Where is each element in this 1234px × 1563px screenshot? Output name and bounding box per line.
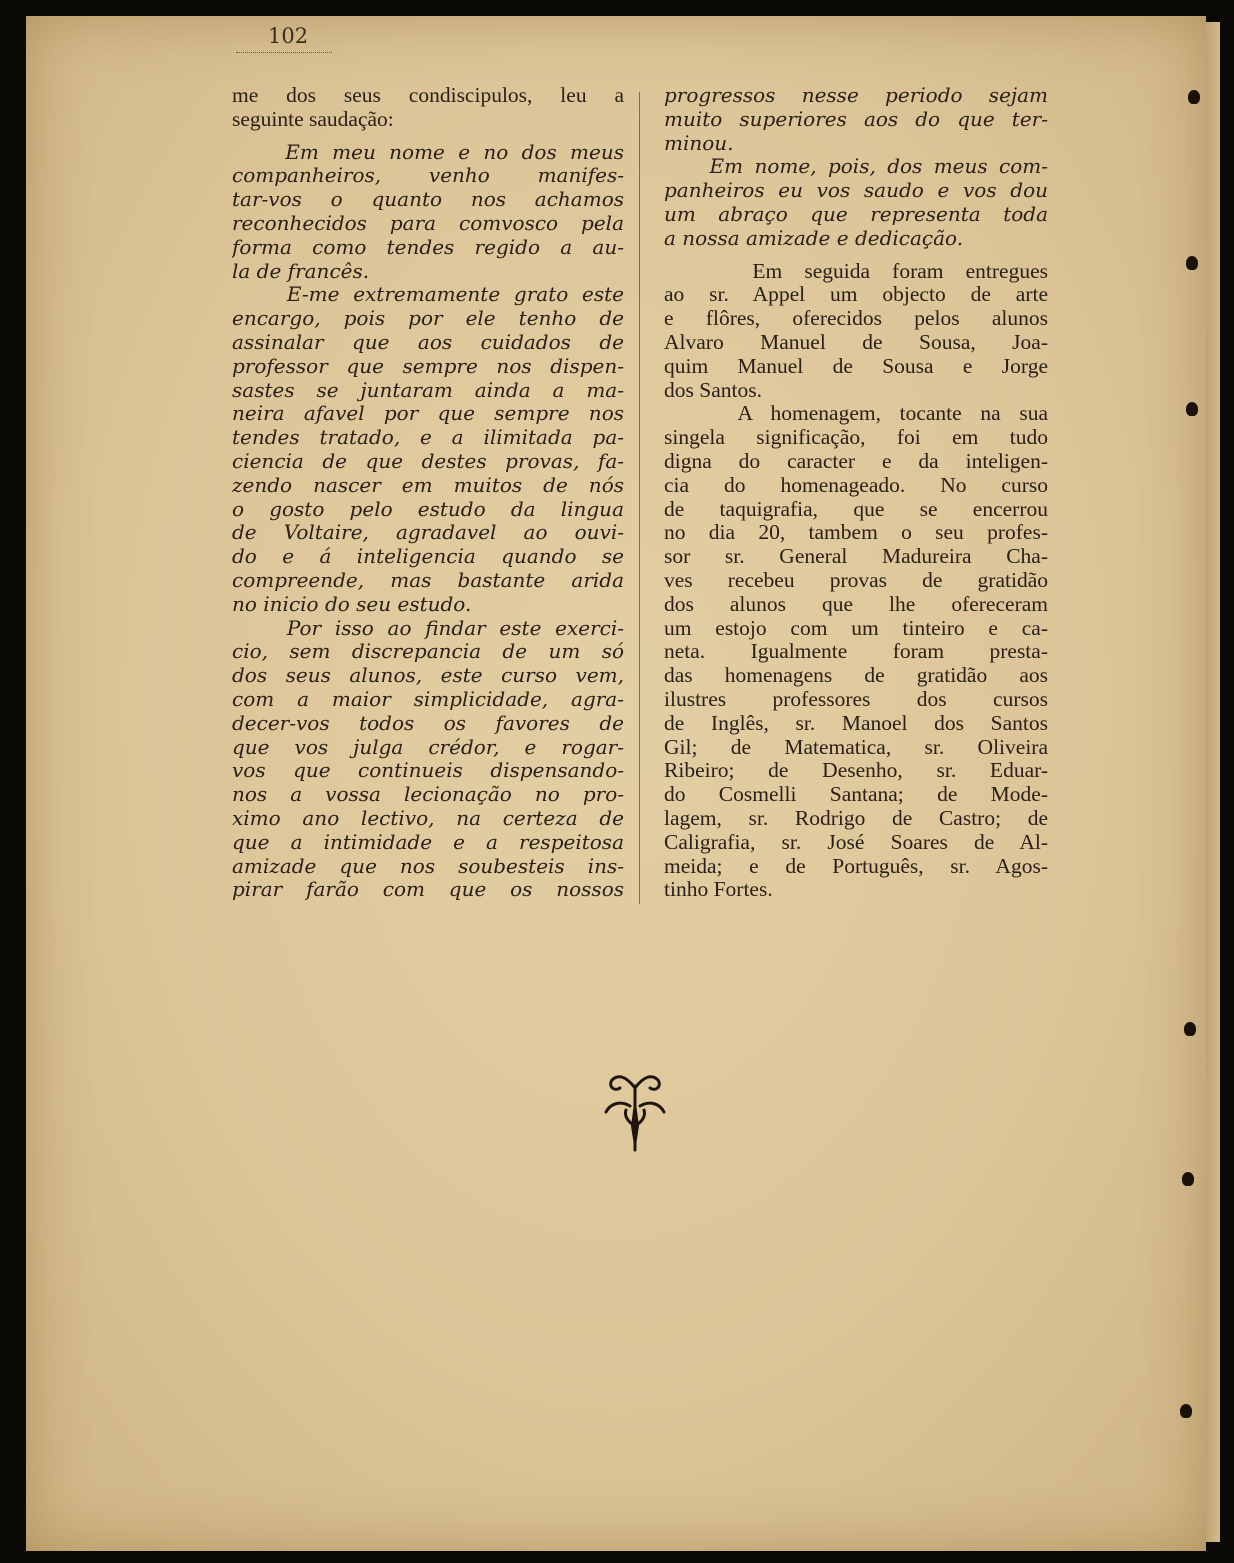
text-line: amizade que nos soubesteis ins- [232, 854, 624, 878]
text-line: ao sr. Appel um objecto de arte [664, 283, 1048, 307]
binding-tab [1184, 1022, 1196, 1036]
text-line: no inicio do seu estudo. [232, 592, 472, 616]
text-line: pirar farão com que os nossos [232, 878, 624, 902]
text-line: panheiros eu vos saudo e vos dou [664, 179, 1048, 203]
text-line: tar-vos o quanto nos achamos [232, 188, 624, 212]
text-line: Caligrafia, sr. José Soares de Al- [664, 830, 1048, 854]
text-line: ciencia de que destes provas, fa- [232, 449, 624, 473]
page-number: 102 [268, 24, 309, 48]
paragraph-gap [232, 132, 624, 141]
header-rule [236, 52, 332, 53]
text-line: ves recebeu provas de gratidão [664, 568, 1048, 592]
text-line: e flôres, oferecidos pelos alunos [664, 307, 1048, 331]
binding-tab [1186, 256, 1198, 270]
text-line: a nossa amizade e dedicação. [664, 226, 964, 250]
text-line: encargo, pois por ele tenho de [232, 307, 624, 331]
text-line: E-me extremamente grato este [232, 283, 624, 307]
text-line: meida; e de Português, sr. Agos- [664, 854, 1048, 878]
text-line: cia do homenageado. No curso [664, 473, 1048, 497]
text-line: lagem, sr. Rodrigo de Castro; de [664, 806, 1048, 830]
text-line: forma como tendes regido a au- [232, 235, 624, 259]
text-line: no dia 20, tambem o seu profes- [664, 521, 1048, 545]
text-line: Em meu nome e no dos meus [232, 140, 624, 164]
text-line: que a intimidade e a respeitosa [232, 830, 624, 854]
text-line: muito superiores aos do que ter- [664, 107, 1048, 131]
text-line: sor sr. General Madureira Cha- [664, 545, 1048, 569]
fleuron-ornament-icon [600, 1066, 670, 1152]
right-column [664, 84, 1048, 902]
binding-tab [1182, 1172, 1194, 1186]
binding-tab [1188, 90, 1200, 104]
text-line: professor que sempre nos dispen- [232, 354, 624, 378]
text-line: de Voltaire, agradavel ao ouvi- [232, 521, 624, 545]
text-line: cio, sem discrepancia de um só [232, 640, 624, 664]
text-line: tinho Fortes. [664, 878, 773, 902]
text-line: de taquigrafia, que se encerrou [664, 497, 1048, 521]
text-line: Gil; de Matematica, sr. Oliveira [664, 735, 1048, 759]
text-line: assinalar que aos cuidados de [232, 330, 624, 354]
text-line: de Inglês, sr. Manoel dos Santos [664, 711, 1048, 735]
text-line: seguinte saudação: [232, 107, 394, 131]
text-line: tendes tratado, e a ilimitada pa- [232, 426, 624, 450]
text-line: um abraço que representa toda [664, 202, 1048, 226]
text-line: reconhecidos para comvosco pela [232, 211, 624, 235]
text-line: ximo ano lectivo, na certeza de [232, 806, 624, 830]
text-line: digna do caracter e da inteligen- [664, 449, 1048, 473]
text-line: um estojo com um tinteiro e ca- [664, 616, 1048, 640]
column-divider [639, 92, 640, 904]
left-column [232, 84, 624, 902]
text-line: ilustres professores dos cursos [664, 687, 1048, 711]
text-line: singela significação, foi em tudo [664, 426, 1048, 450]
text-line: minou. [664, 131, 734, 155]
text-line: Por isso ao findar este exerci- [232, 616, 624, 640]
text-line: sastes se juntaram ainda a ma- [232, 378, 624, 402]
text-line: vos que continueis dispensando- [232, 759, 624, 783]
text-line: dos alunos que lhe ofereceram [664, 592, 1048, 616]
text-line: Ribeiro; de Desenho, sr. Eduar- [664, 759, 1048, 783]
text-line: quim Manuel de Sousa e Jorge [664, 354, 1048, 378]
text-line: que vos julga crédor, e rogar- [232, 735, 624, 759]
text-line: o gosto pelo estudo da lingua [232, 497, 624, 521]
text-line: progressos nesse periodo sejam [664, 84, 1048, 107]
text-line: dos Santos. [664, 378, 762, 402]
text-line: do e á inteligencia quando se [232, 545, 624, 569]
paragraph-gap [664, 251, 1048, 260]
text-line: companheiros, venho manifes- [232, 164, 624, 188]
text-line: Em nome, pois, dos meus com- [664, 155, 1048, 179]
text-line: neira afavel por que sempre nos [232, 402, 624, 426]
text-line: com a maior simplicidade, agra- [232, 687, 624, 711]
text-line: do Cosmelli Santana; de Mode- [664, 783, 1048, 807]
text-line: A homenagem, tocante na sua [664, 402, 1048, 426]
text-line: nos a vossa lecionação no pro- [232, 783, 624, 807]
binding-tab [1186, 402, 1198, 416]
text-line: das homenagens de gratidão aos [664, 664, 1048, 688]
text-line: la de francês. [232, 259, 370, 283]
binding-tab [1180, 1404, 1192, 1418]
text-line: me dos seus condiscipulos, leu a [232, 84, 624, 107]
text-line: Em seguida foram entregues [664, 259, 1048, 283]
text-line: compreende, mas bastante arida [232, 568, 624, 592]
text-line: decer-vos todos os favores de [232, 711, 624, 735]
text-line: zendo nascer em muitos de nós [232, 473, 624, 497]
text-line: dos seus alunos, este curso vem, [232, 664, 624, 688]
text-line: neta. Igualmente foram presta- [664, 640, 1048, 664]
text-line: Alvaro Manuel de Sousa, Joa- [664, 330, 1048, 354]
